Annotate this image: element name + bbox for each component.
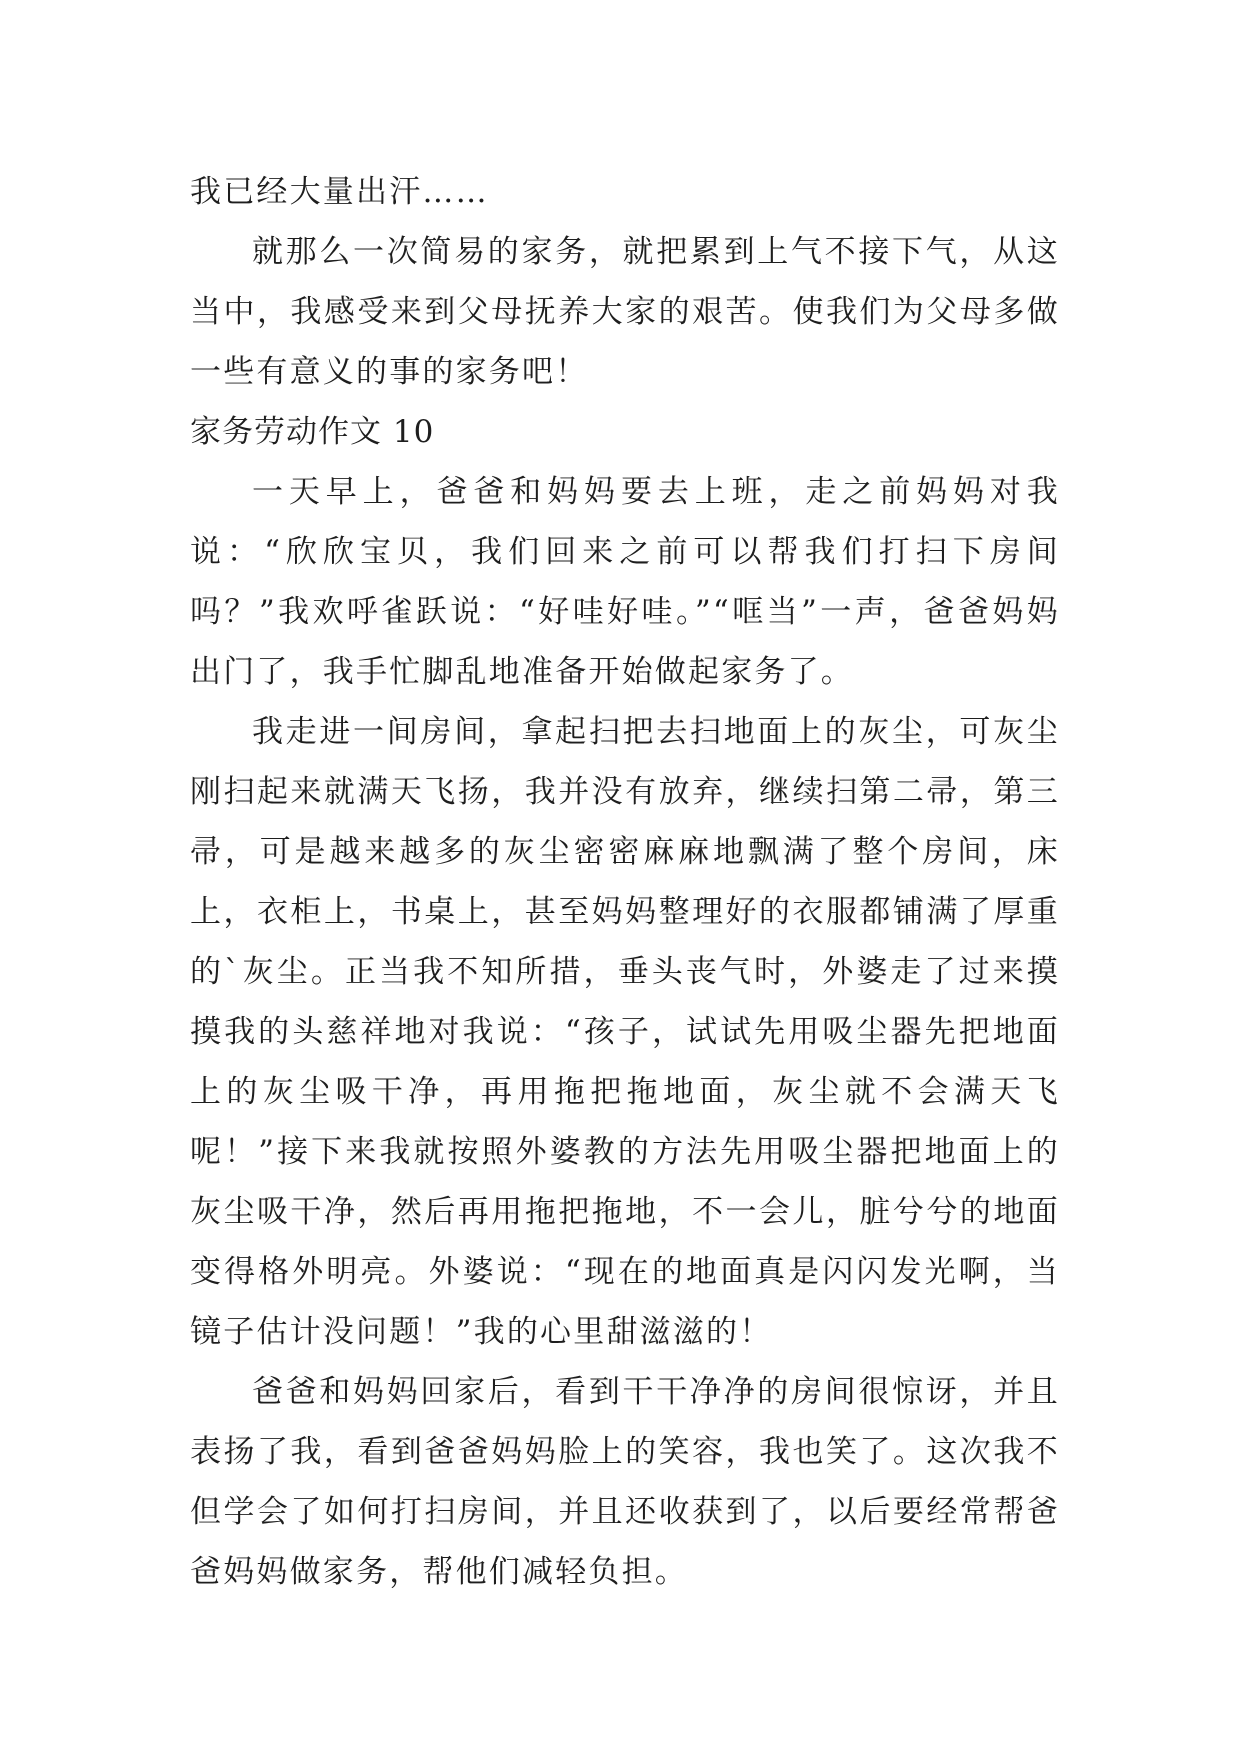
- intro-line: 我已经大量出汗……: [190, 174, 489, 210]
- paragraph-1: 一天早上，爸爸和妈妈要去上班，走之前妈妈对我说：“欣欣宝贝，我们回来之前可以帮我们打扫下房间吗？”我欢呼雀跃说：“好哇好哇。”“哐当”一声，爸爸妈妈出门了，我手忙脚乱地准备开始做起家务了。: [190, 474, 1060, 690]
- paragraph-2: 我走进一间房间，拿起扫把去扫地面上的灰尘，可灰尘刚扫起来就满天飞扬，我并没有放弃，继续扫第二帚，第三帚，可是越来越多的灰尘密密麻麻地飘满了整个房间，床上，衣柜上，书桌上，甚至妈妈整理好的衣服都铺满了厚重的`灰尘。正当我不知所措，垂头丧气时，外婆走了过来摸摸我的头慈祥地对我说：“孩子，试试先用吸尘器先把地面上的灰尘吸干净，再用拖把拖地面，灰尘就不会满天飞呢！”接下来我就按照外婆教的方法先用吸尘器把地面上的灰尘吸干净，然后再用拖把拖地，不一会儿，脏兮兮的地面变得格外明亮。外婆说：“现在的地面真是闪闪发光啊，当镜子估计没问题！”我的心里甜滋滋的！: [190, 714, 1060, 1350]
- document-body: [190, 162, 1060, 1602]
- paragraph-3: 爸爸和妈妈回家后，看到干干净净的房间很惊讶，并且表扬了我，看到爸爸妈妈脸上的笑容，我也笑了。这次我不但学会了如何打扫房间，并且还收获到了，以后要经常帮爸爸妈妈做家务，帮他们减轻负担。: [190, 1374, 1060, 1590]
- section-title: 家务劳动作文 10: [190, 414, 435, 450]
- closing-paragraph: 就那么一次简易的家务，就把累到上气不接下气，从这当中，我感受来到父母抚养大家的艰苦。使我们为父母多做一些有意义的事的家务吧！: [190, 234, 1060, 390]
